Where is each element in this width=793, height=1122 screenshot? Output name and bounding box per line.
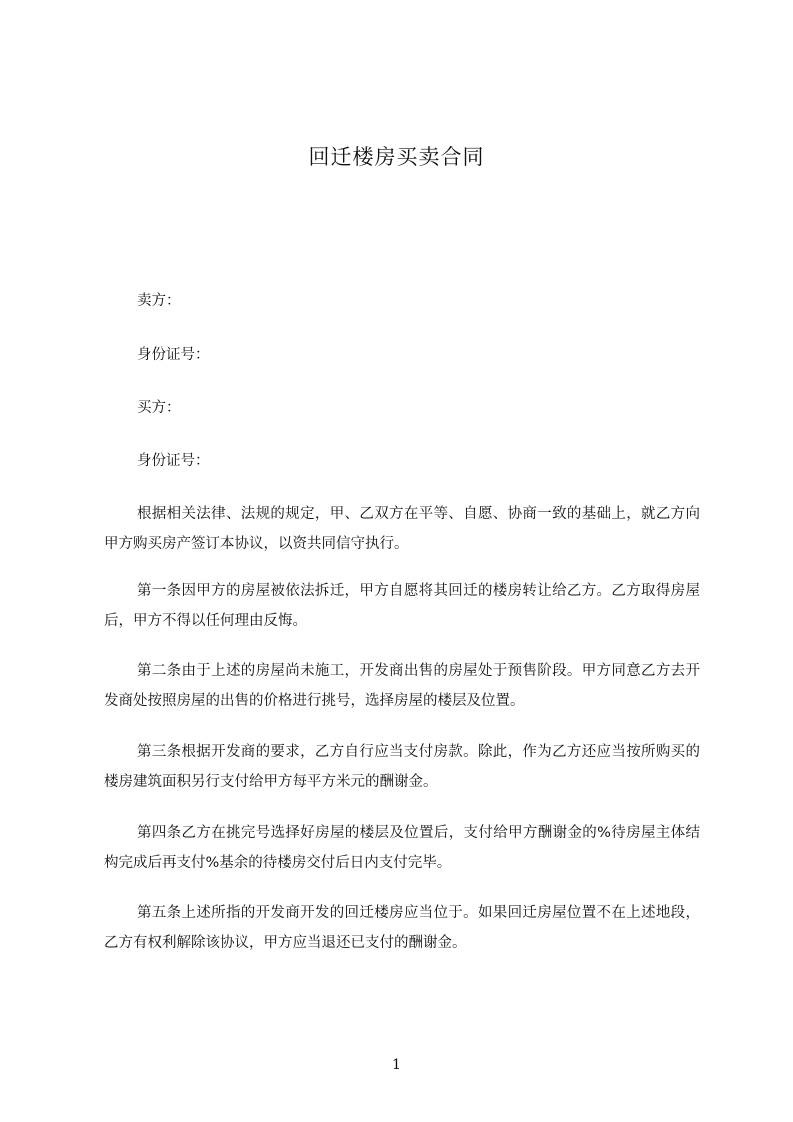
article-1-paragraph: 第一条因甲方的房屋被依法拆迁，甲方自愿将其回迁的楼房转让给乙方。乙方取得房屋后，甲方不得以任何理由反悔。 xyxy=(104,583,700,629)
buyer-id-field-label: 身份证号： xyxy=(137,453,210,469)
page-number: 1 xyxy=(392,1057,401,1073)
preamble-paragraph: 根据相关法律、法规的规定，甲、乙双方在平等、自愿、协商一致的基础上，就乙方向甲方购买房产签订本协议，以资共同信守执行。 xyxy=(104,506,700,552)
seller-id-field-label: 身份证号： xyxy=(137,347,210,363)
seller-field-label: 卖方： xyxy=(137,293,181,309)
article-4-paragraph: 第四条乙方在挑完号选择好房屋的楼层及位置后，支付给甲方酬谢金的%待房屋主体结构完成后再支付%基余的待楼房交付后日内支付完毕。 xyxy=(104,825,700,871)
article-3-paragraph: 第三条根据开发商的要求，乙方自行应当支付房款。除此，作为乙方还应当按所购买的楼房建筑面积另行支付给甲方每平方米元的酬谢金。 xyxy=(104,744,700,790)
document-title: 回迁楼房买卖合同 xyxy=(308,145,485,169)
article-5-paragraph: 第五条上述所指的开发商开发的回迁楼房应当位于。如果回迁房屋位置不在上述地段，乙方有权利解除该协议，甲方应当退还已支付的酬谢金。 xyxy=(104,905,700,951)
buyer-field-label: 买方： xyxy=(137,400,181,416)
article-2-paragraph: 第二条由于上述的房屋尚未施工，开发商出售的房屋处于预售阶段。甲方同意乙方去开发商处按照房屋的出售的价格进行挑号，选择房屋的楼层及位置。 xyxy=(104,663,700,709)
